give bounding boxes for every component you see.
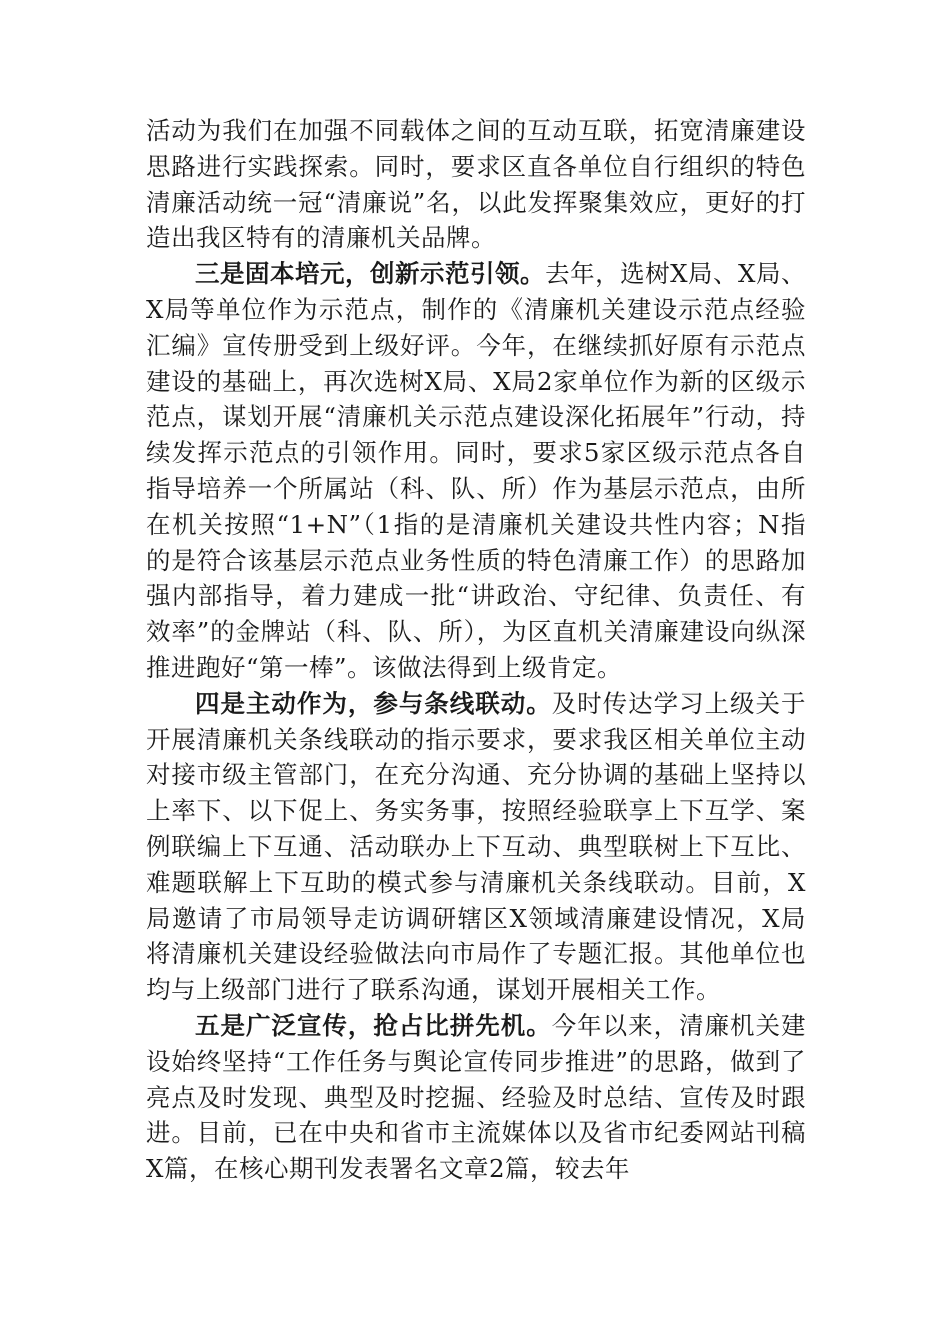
paragraph-lead: 五是广泛宣传，抢占比拼先机。 [195, 1010, 552, 1040]
paragraph-text: 及时传达学习上级关于开展清廉机关条线联动的指示要求，要求我区相关单位主动对接市级主管部门，在充分沟通、充分协调的基础上坚持以上率下、以下促上、务实务事，按照经验联享上下互学、案例联编上下互通、活动联办上下互动、典型联树上下互比、难题联解上下互助的模式参与清廉机关条线联动。目前，X局邀请了市局领导走访调研辖区X领域清廉建设情况，X局将清廉机关建设经验做法向市局作了专题汇报。其他单位也均与上级部门进行了联系沟通，谋划开展相关工作。 [146, 688, 807, 1005]
paragraph-point-three [146, 256, 806, 686]
paragraph-text: 去年，选树X局、X局、X局等单位作为示范点，制作的《清廉机关建设示范点经验汇编》宣传册受到上级好评。今年，在继续抓好原有示范点建设的基础上，再次选树X局、X局2家单位作为新的区级示范点，谋划开展“清廉机关示范点建设深化拓展年”行动，持续发挥示范点的引领作用。同时，要求5家区级示范点各自指导培养一个所属站（科、队、所）作为基层示范点，由所在机关按照“1+N”（1指的是清廉机关建设共性内容；N指的是符合该基层示范点业务性质的特色清廉工作）的思路加强内部指导，着力建成一批“讲政治、守纪律、负责任、有效率”的金牌站（科、队、所），为区直机关清廉建设向纵深推进跑好“第一棒”。该做法得到上级肯定。 [146, 259, 806, 682]
paragraph-text: 活动为我们在加强不同载体之间的互动互联，拓宽清廉建设思路进行实践探索。同时，要求区直各单位自行组织的特色清廉活动统一冠“清廉说”名，以此发挥聚集效应，更好的打造出我区特有的清廉机关品牌。 [146, 116, 806, 253]
document-body [146, 113, 806, 1187]
paragraph-continuation [146, 113, 806, 256]
paragraph-text: 今年以来，清廉机关建设始终坚持“工作任务与舆论宣传同步推进”的思路，做到了亮点及时发现、典型及时挖掘、经验及时总结、宣传及时跟进。目前，已在中央和省市主流媒体以及省市纪委网站刊稿X篇，在核心期刊发表署名文章2篇，较去年 [146, 1010, 807, 1184]
paragraph-lead: 四是主动作为，参与条线联动。 [195, 688, 552, 718]
paragraph-point-four [146, 686, 806, 1008]
paragraph-lead: 三是固本培元，创新示范引领。 [195, 259, 546, 289]
paragraph-point-five [146, 1008, 806, 1187]
